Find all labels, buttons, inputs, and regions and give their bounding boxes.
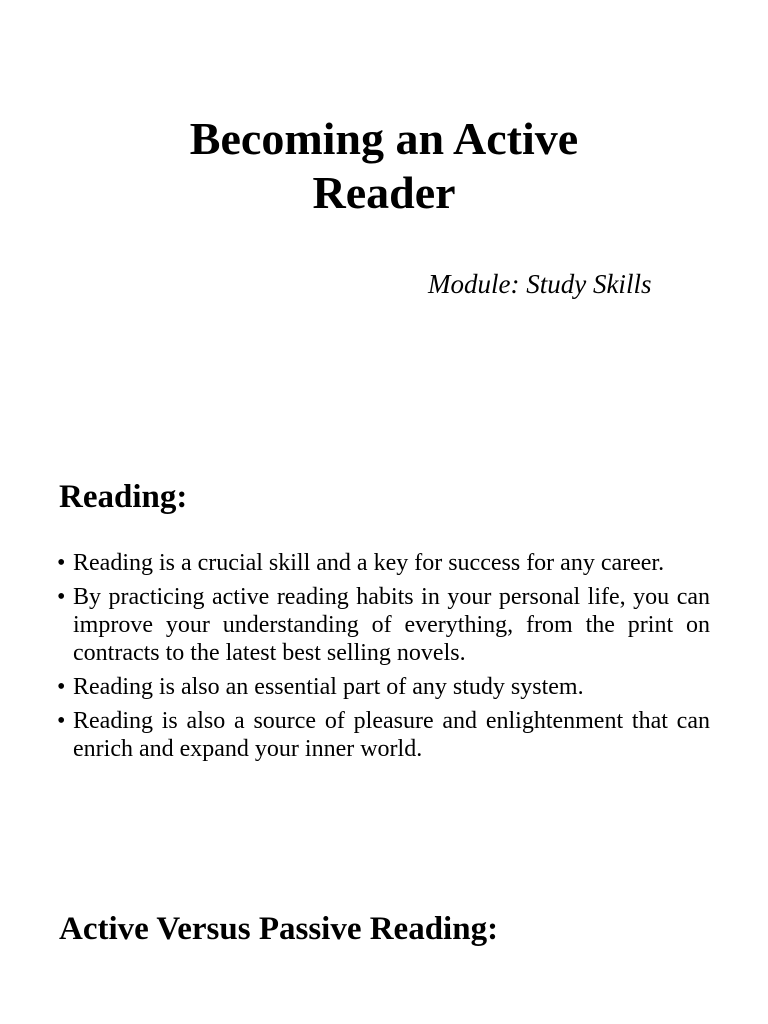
list-item	[57, 583, 710, 667]
bullet-icon: •	[57, 708, 66, 734]
bullet-text: By practicing active reading habits in your personal life, you can improve your understanding of everything, from the print on contracts to the latest best selling novels.	[73, 584, 710, 666]
bullet-icon: •	[57, 674, 66, 700]
page-title	[0, 112, 768, 220]
list-item	[57, 549, 710, 577]
bullet-icon: •	[57, 584, 66, 610]
bullet-text: Reading is also an essential part of any study system.	[73, 674, 584, 700]
page-title-line-1: Becoming an Active	[189, 113, 579, 164]
section-heading-active-vs-passive: Active Versus Passive Reading:	[59, 911, 499, 947]
bullet-text: Reading is a crucial skill and a key for success for any career.	[73, 550, 665, 576]
page-title-line-2: Reader	[312, 167, 456, 218]
reading-bullet-list	[57, 549, 710, 769]
bullet-text: Reading is also a source of pleasure and enlightenment that can enrich and expand your inner world.	[73, 708, 710, 762]
bullet-icon: •	[57, 550, 66, 576]
section-heading-reading: Reading:	[59, 479, 188, 515]
module-subtitle: Module: Study Skills	[428, 269, 652, 299]
list-item	[57, 707, 710, 763]
list-item	[57, 673, 710, 701]
